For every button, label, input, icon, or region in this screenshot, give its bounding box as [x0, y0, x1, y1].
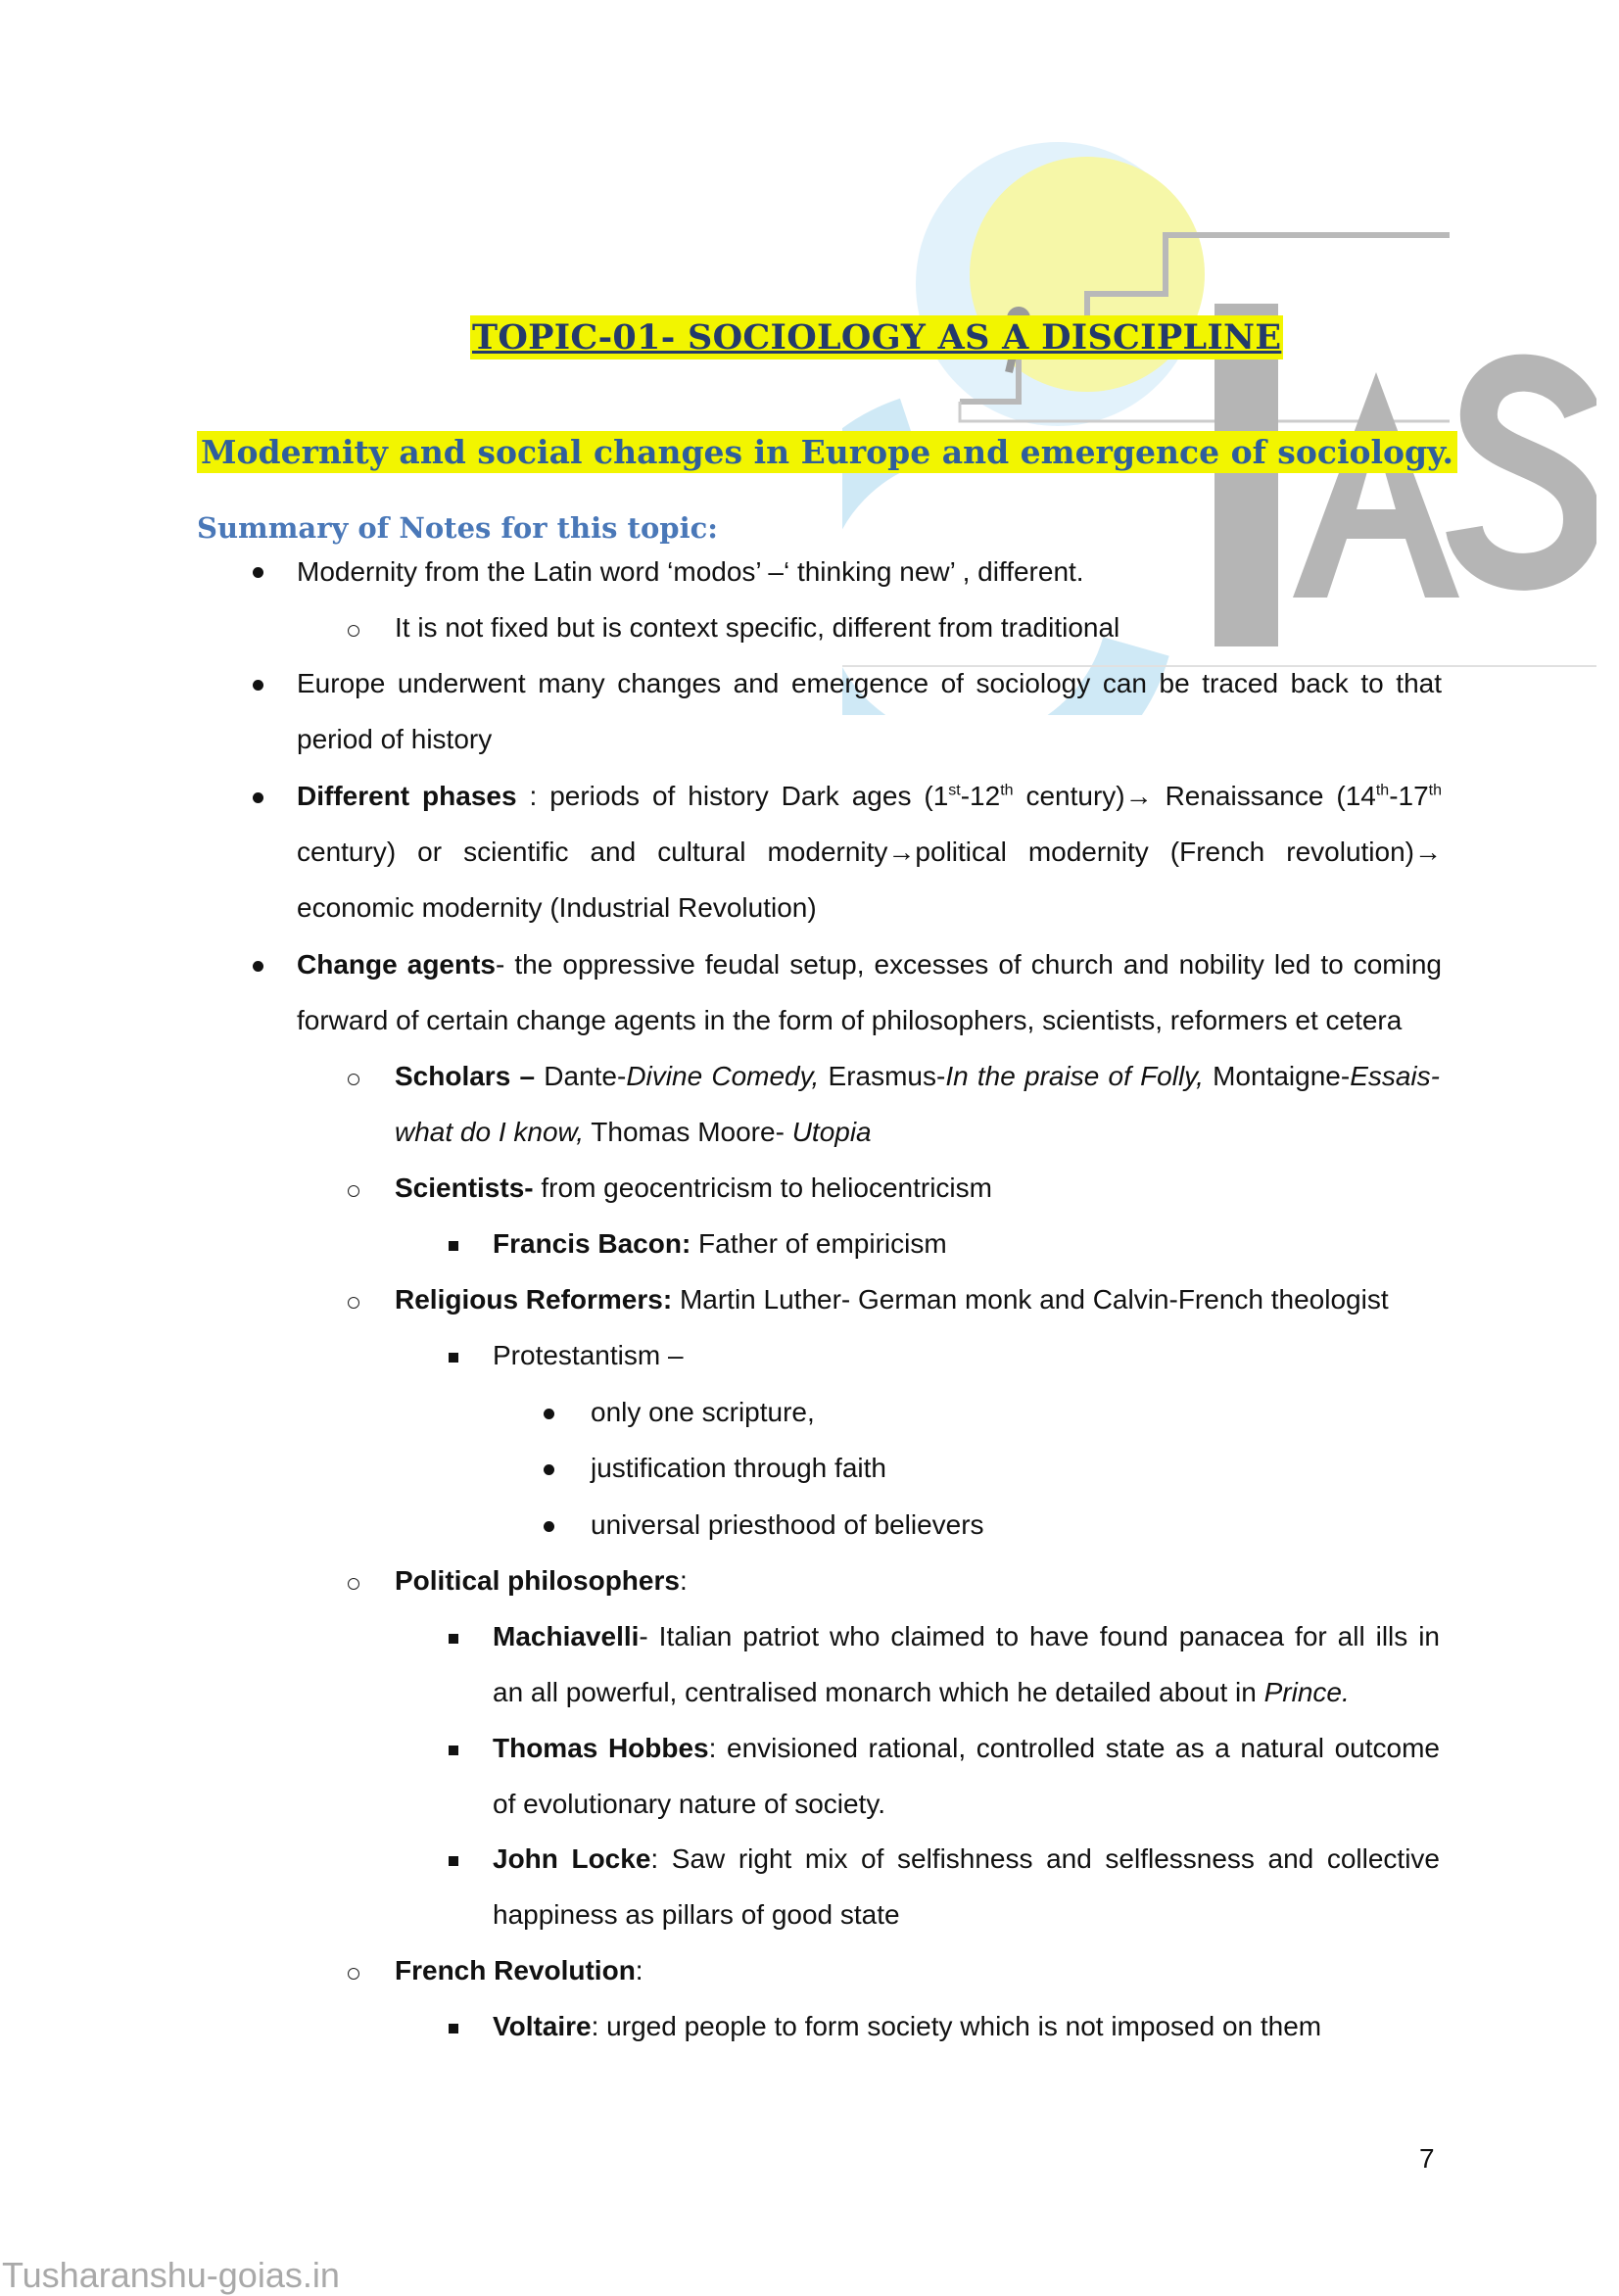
square-bullet-icon — [449, 1746, 458, 1755]
square-bullet-icon — [449, 1856, 458, 1866]
list-item: universal priesthood of believers — [591, 1509, 984, 1540]
list-item-continuation: happiness as pillars of good state — [493, 1899, 900, 1930]
list-item: Scientists- from geocentricism to heliocentricism — [395, 1172, 992, 1203]
hollow-bullet-icon — [348, 1968, 359, 1980]
list-item: French Revolution: — [395, 1955, 643, 1985]
square-bullet-icon — [449, 1634, 458, 1644]
list-item: Scholars – Dante-Divine Comedy, Erasmus-In the praise of Folly, Montaigne-Essais- — [395, 1061, 1440, 1091]
summary-label: Summary of Notes for this topic: — [197, 511, 718, 545]
list-item: Different phases : periods of history Dark ages (1st-12th century)→ Renaissance (14th-17th — [297, 781, 1442, 811]
list-item: Francis Bacon: Father of empiricism — [493, 1228, 947, 1259]
list-item: John Locke: Saw right mix of selfishness and selflessness and collective — [493, 1843, 1440, 1874]
list-item: Protestantism – — [493, 1340, 684, 1370]
list-item: Political philosophers: — [395, 1565, 688, 1596]
bullet-icon — [253, 680, 263, 691]
bullet-icon — [253, 567, 263, 578]
bullet-icon — [544, 1409, 554, 1419]
list-item: Thomas Hobbes: envisioned rational, controlled state as a natural outcome — [493, 1733, 1440, 1763]
list-item-continuation: period of history — [297, 724, 493, 754]
list-item: Europe underwent many changes and emergence of sociology can be traced back to that — [297, 668, 1442, 698]
list-item: It is not fixed but is context specific, different from traditional — [395, 612, 1120, 643]
list-item-continuation: an all powerful, centralised monarch which he detailed about in Prince. — [493, 1677, 1350, 1707]
page-title: TOPIC-01- SOCIOLOGY AS A DISCIPLINE — [472, 317, 1282, 358]
list-item: Machiavelli- Italian patriot who claimed to have found panacea for all ills in — [493, 1621, 1440, 1651]
hollow-bullet-icon — [348, 1185, 359, 1197]
hollow-bullet-icon — [348, 1074, 359, 1085]
hollow-bullet-icon — [348, 1578, 359, 1590]
list-item-continuation: century) or scientific and cultural modernity→political modernity (French revolution)→ — [297, 837, 1442, 867]
list-item-continuation: of evolutionary nature of society. — [493, 1789, 886, 1819]
bullet-icon — [253, 792, 263, 803]
list-item: Change agents- the oppressive feudal setup, excesses of church and nobility led to coming — [297, 949, 1442, 980]
list-item: only one scripture, — [591, 1397, 815, 1427]
page-number: 7 — [1419, 2143, 1435, 2174]
bullet-icon — [544, 1521, 554, 1532]
list-item: Religious Reformers: Martin Luther- German monk and Calvin-French theologist — [395, 1284, 1389, 1315]
list-item: Modernity from the Latin word ‘modos’ –‘ thinking new’ , different. — [297, 556, 1084, 587]
bullet-icon — [253, 961, 263, 972]
list-item-continuation: what do I know, Thomas Moore- Utopia — [395, 1117, 872, 1147]
list-item-continuation: economic modernity (Industrial Revolution) — [297, 892, 817, 923]
bullet-icon — [544, 1464, 554, 1475]
hollow-bullet-icon — [348, 625, 359, 637]
footer-watermark: Tusharanshu-goias.in — [2, 2255, 340, 2295]
hollow-bullet-icon — [348, 1297, 359, 1309]
list-item: justification through faith — [591, 1453, 886, 1483]
square-bullet-icon — [449, 1353, 458, 1363]
section-heading: Modernity and social changes in Europe and emergence of sociology. — [197, 431, 1457, 473]
list-item: Voltaire: urged people to form society which is not imposed on them — [493, 2011, 1322, 2041]
square-bullet-icon — [449, 1241, 458, 1251]
square-bullet-icon — [449, 2024, 458, 2033]
list-item-continuation: forward of certain change agents in the form of philosophers, scientists, reformers et cetera — [297, 1005, 1403, 1035]
